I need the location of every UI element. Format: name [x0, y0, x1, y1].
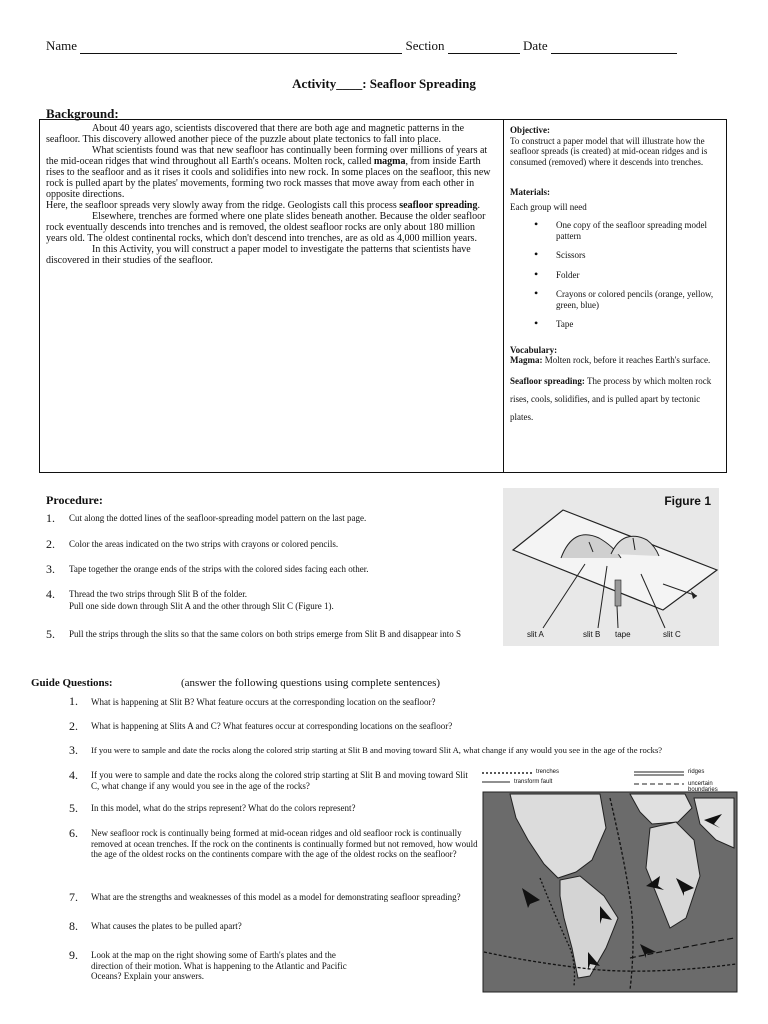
question-text: What are the strengths and weaknesses of this model as a model for demonstrating seafloor spreading? — [91, 892, 461, 902]
question-text: In this model, what do the strips represent? What do the colors represent? — [91, 803, 356, 813]
step-number: 4. — [46, 587, 55, 601]
materials-label: Materials: — [510, 187, 550, 197]
plate-map-drawing — [480, 768, 740, 996]
objective-text: To construct a paper model that will illustrate how the seafloor spreads (is created) at mid-ocean ridges and is consumed (removed) where it descends into trenches. — [510, 135, 708, 167]
date-label: Date — [523, 38, 548, 53]
background-para-3: Here, the seafloor spreads very slowly away from the ridge. Geologists call this process seafloor spreading. — [46, 200, 480, 211]
materials-item: • Crayons or colored pencils (orange, yellow, green, blue) — [510, 289, 722, 310]
background-para-1: About 40 years ago, scientists discovered that there are both age and magnetic patterns in the seafloor. This discovery allowed another piece of the puzzle about plate tectonics to fall into place. — [46, 123, 465, 145]
background-heading: Background: — [46, 106, 119, 121]
question-number: 9. — [69, 948, 78, 962]
materials-item: • Folder — [510, 270, 722, 281]
question-text: What is happening at Slits A and C? What features occur at corresponding locations on the seafloor? — [91, 721, 453, 731]
name-field-row — [46, 38, 677, 54]
question-text: What causes the plates to be pulled apart? — [91, 921, 242, 931]
background-para-2: What scientists found was that new seafloor has continually been forming over millions of years at the mid-ocean ridges that wind throughout all Earth's oceans. Molten rock, called magma, from inside Earth rises to the seafloor and as it rises it cools and solidifies into new rock. In some places on the seafloor, this new rock is pulled apart by the plates' movements, forming two rock masses that move away from each other in opposite directions. — [46, 145, 491, 200]
step-text: Pull one side down through Slit A and the other through Slit C (Figure 1). — [69, 601, 334, 611]
vocab-seafloor-spreading: Seafloor spreading: The process by which molten rock rises, cools, solidifies, and is pulled apart by tectonic plates. — [510, 375, 712, 422]
procedure-heading: Procedure: — [46, 493, 103, 507]
background-box — [39, 119, 727, 473]
sidebar — [510, 125, 722, 426]
guide-instruction: (answer the following questions using complete sentences) — [181, 677, 441, 689]
magma-term: magma — [373, 156, 406, 167]
box-divider — [503, 120, 504, 472]
question-text: If you were to sample and date the rocks along the colored strip starting at Slit B and moving toward Slit A, what change if any would you see in the age of the rocks? — [91, 745, 663, 755]
question-number: 3. — [69, 743, 78, 757]
map-legend-trenches: trenches — [536, 769, 560, 775]
question-text: Look at the map on the right showing some of Earth's plates and the direction of their motion. What is happening to the Atlantic and Pacific Oceans? Explain your answers. — [91, 950, 347, 981]
materials-item: • One copy of the seafloor spreading model pattern — [510, 220, 722, 241]
materials-list — [510, 220, 722, 330]
step-text: Pull the strips through the slits so that the same colors on both strips emerge from Slit B and disappear into S — [69, 629, 462, 639]
question-text: If you were to sample and date the rocks along the colored strip starting at Slit B and moving toward Slit C, what change if any would you see in the age of the rocks? — [91, 770, 468, 791]
question-number: 4. — [69, 768, 78, 782]
section-label: Section — [405, 38, 445, 53]
figure-1-title: Figure 1 — [664, 494, 711, 508]
step-text: Tape together the orange ends of the strips with the colored sides facing each other. — [69, 564, 369, 574]
materials-item: • Scissors — [510, 250, 722, 261]
question-text: New seafloor rock is continually being formed at mid-ocean ridges and old seafloor rock is continually removed at ocean trenches. If the rock on the continents is continually formed but not removed, how would the age of the oldest rocks on the continents compare with the age of the oldest rocks on the seafloor? — [91, 828, 478, 859]
step-text: Color the areas indicated on the two strips with crayons or colored pencils. — [69, 539, 339, 549]
figure-label-slit-b: slit B — [583, 630, 601, 639]
step-text: Thread the two strips through Slit B of the folder. — [69, 589, 247, 599]
guide-heading: Guide Questions: — [31, 677, 113, 689]
background-para-5: In this Activity, you will construct a paper model to investigate the patterns that scientists have discovered in their studies of the seafloor. — [46, 244, 471, 266]
figure-label-slit-c: slit C — [663, 630, 681, 639]
step-number: 1. — [46, 511, 55, 525]
question-number: 5. — [69, 801, 78, 815]
background-text — [46, 123, 497, 266]
section-blank[interactable] — [448, 41, 520, 54]
materials-intro: Each group will need — [510, 201, 587, 212]
background-para-4: Elsewhere, trenches are formed where one plate slides beneath another. Because the older seafloor rock eventually descends into trenches and is removed, the oldest seafloor rocks are only about 180 million years old. The oldest continental rocks, which don't descend into trenches, are as old as 4,000 million years. — [46, 211, 486, 244]
vocabulary-label: Vocabulary: — [510, 344, 558, 355]
question-number: 7. — [69, 890, 78, 904]
question-number: 8. — [69, 919, 78, 933]
seafloor-spreading-term: seafloor spreading — [399, 200, 478, 211]
question-number: 1. — [69, 694, 78, 708]
figure-label-tape: tape — [615, 630, 631, 639]
vocab-magma: Magma: Molten rock, before it reaches Earth's surface. — [510, 355, 711, 365]
folder-model-illustration — [503, 488, 719, 646]
step-number: 5. — [46, 627, 55, 641]
map-legend-ridges: ridges — [688, 769, 705, 775]
materials-item: • Tape — [510, 319, 722, 330]
date-blank[interactable] — [551, 41, 677, 54]
question-text: What is happening at Slit B? What feature occurs at the corresponding location on the seafloor? — [91, 697, 436, 707]
plate-map — [480, 768, 740, 996]
step-number: 3. — [46, 562, 55, 576]
question-number: 6. — [69, 826, 78, 840]
page-title: Activity____: Seafloor Spreading — [292, 76, 476, 91]
figure-1 — [503, 488, 719, 646]
map-legend-uncertain-boundaries: uncertain boundaries — [688, 781, 718, 793]
map-legend-transform-fault: transform fault — [514, 779, 553, 785]
objective-label: Objective: — [510, 125, 550, 135]
step-number: 2. — [46, 537, 55, 551]
name-blank[interactable] — [80, 41, 402, 54]
figure-label-slit-a: slit A — [527, 630, 544, 639]
step-text: Cut along the dotted lines of the seafloor-spreading model pattern on the last page. — [69, 513, 367, 523]
name-label: Name — [46, 38, 78, 53]
question-number: 2. — [69, 719, 78, 733]
